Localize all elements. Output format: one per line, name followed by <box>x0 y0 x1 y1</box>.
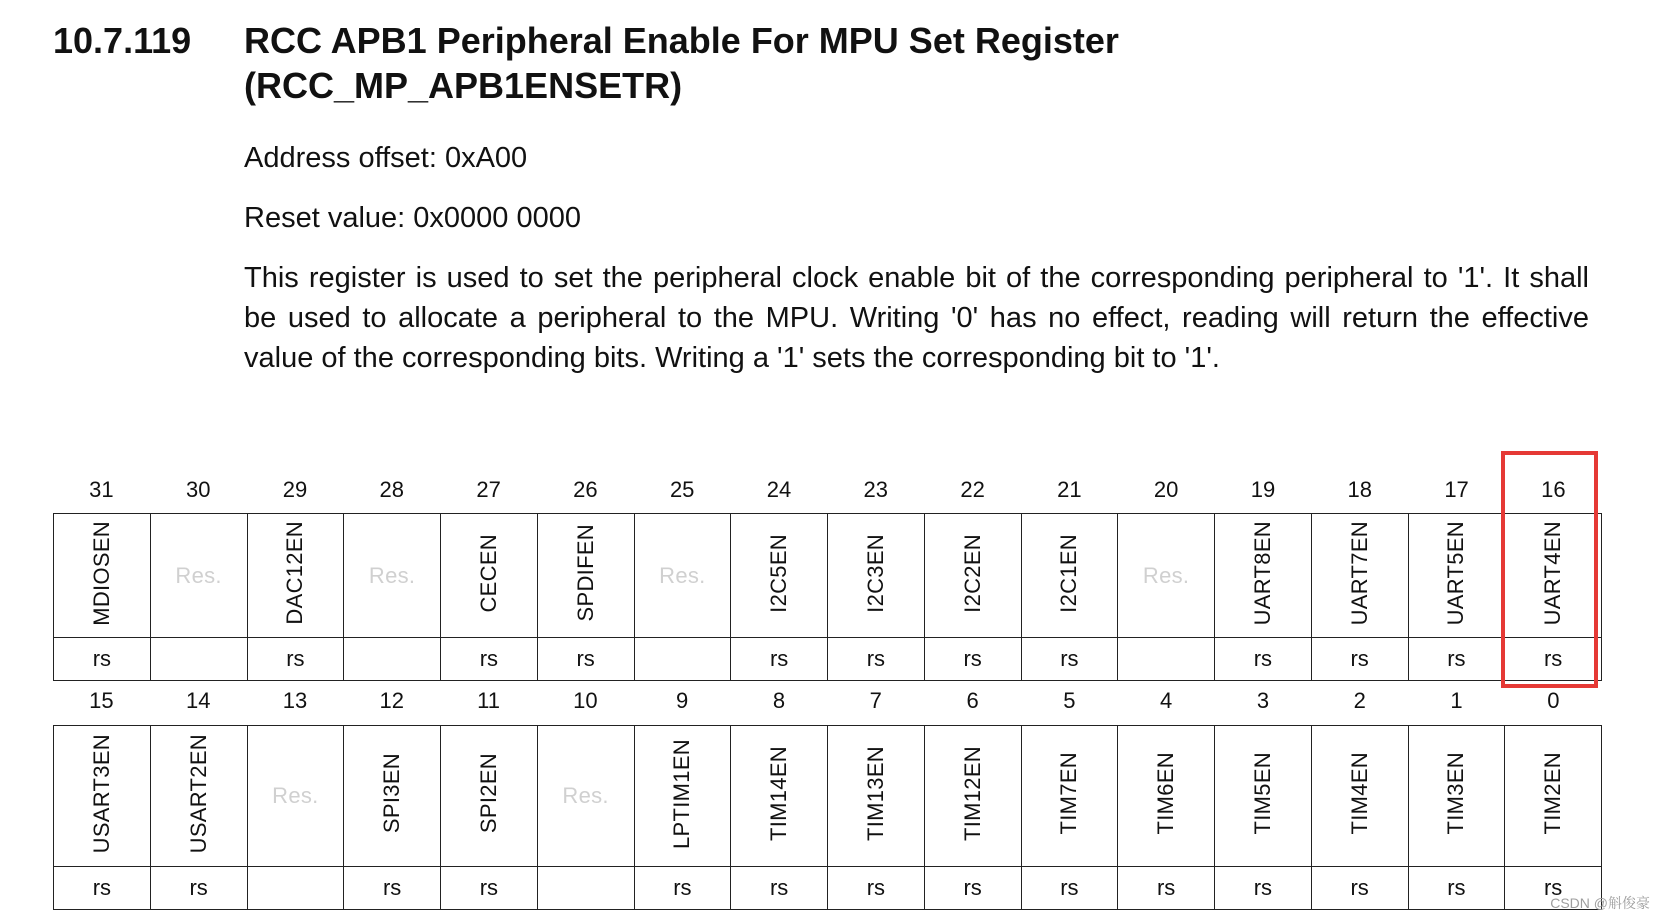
field-name: TIM7EN <box>1056 752 1082 835</box>
access-type <box>150 638 247 681</box>
field-name-row <box>54 514 1602 638</box>
access-type: rs <box>344 867 441 910</box>
field-cell <box>1311 514 1408 638</box>
bit-number: 16 <box>1541 477 1566 502</box>
bit-number: 17 <box>1444 477 1469 502</box>
access-type <box>1118 638 1215 681</box>
bit-number: 24 <box>766 477 792 502</box>
bit-number: 10 <box>573 688 598 713</box>
access-type: rs <box>441 867 538 910</box>
field-name: UART4EN <box>1540 520 1566 626</box>
access-row <box>54 867 1602 910</box>
field-cell <box>1311 726 1408 867</box>
field-name: I2C5EN <box>766 533 792 613</box>
access-type: rs <box>1505 638 1602 681</box>
highlight-box-bit16 <box>1501 451 1598 688</box>
field-cell <box>344 514 441 638</box>
field-name: USART3EN <box>88 733 114 854</box>
access-type: rs <box>441 638 538 681</box>
field-cell <box>1021 726 1118 867</box>
field-cell <box>1021 514 1118 638</box>
reset-value: Reset value: 0x0000 0000 <box>244 202 581 234</box>
bit-number: 7 <box>869 688 882 713</box>
section-number: 10.7.119 <box>53 20 192 61</box>
reserved-field-label: Res. <box>272 783 319 808</box>
bit-number: 21 <box>1057 477 1082 502</box>
field-name: TIM6EN <box>1153 752 1179 835</box>
field-name: CECEN <box>475 533 501 613</box>
section-title: RCC APB1 Peripheral Enable For MPU Set Register (RCC_MP_APB1ENSETR) <box>244 20 1119 106</box>
access-type <box>537 867 634 910</box>
field-cell <box>537 726 634 867</box>
bit-number: 8 <box>772 688 786 713</box>
field-cell <box>731 514 828 638</box>
bit-number: 15 <box>89 688 114 713</box>
bit-number: 22 <box>960 477 985 502</box>
reserved-field-label: Res. <box>659 562 706 588</box>
field-cell <box>441 726 538 867</box>
bit-number: 9 <box>676 688 689 713</box>
field-cell <box>1505 726 1602 867</box>
access-type: rs <box>924 867 1021 910</box>
access-type: rs <box>537 638 634 681</box>
bit-number: 5 <box>1063 688 1076 713</box>
field-cell <box>54 514 151 638</box>
bit-number: 3 <box>1256 688 1270 713</box>
access-type: rs <box>1311 867 1408 910</box>
field-name: LPTIM1EN <box>669 738 695 849</box>
field-cell <box>1408 726 1505 867</box>
access-type <box>247 867 344 910</box>
access-type: rs <box>634 867 731 910</box>
field-cell <box>828 726 925 867</box>
register-table-upper <box>53 513 1602 681</box>
field-name: UART5EN <box>1443 520 1469 626</box>
field-cell <box>150 726 247 867</box>
field-cell <box>54 726 151 867</box>
access-type: rs <box>731 867 828 910</box>
field-name: UART8EN <box>1249 520 1275 626</box>
field-cell <box>247 726 344 867</box>
access-type: rs <box>1408 867 1505 910</box>
access-type: rs <box>1215 638 1312 681</box>
reserved-field-label: Res. <box>368 562 416 588</box>
field-name-row <box>54 726 1602 867</box>
address-offset: Address offset: 0xA00 <box>244 142 528 174</box>
access-type: rs <box>1311 638 1408 681</box>
access-row <box>54 638 1602 681</box>
field-cell <box>1118 726 1215 867</box>
access-type: rs <box>1021 638 1118 681</box>
bit-number: 13 <box>282 688 308 713</box>
access-type: rs <box>731 638 828 681</box>
reserved-field-label: Res. <box>562 783 609 808</box>
field-name: I2C2EN <box>959 533 985 613</box>
field-cell <box>828 514 925 638</box>
access-type: rs <box>1505 867 1602 910</box>
field-name: TIM4EN <box>1346 752 1372 835</box>
access-type: rs <box>54 638 151 681</box>
field-name: TIM2EN <box>1540 752 1566 835</box>
bit-number: 1 <box>1450 688 1463 713</box>
field-cell <box>1408 514 1505 638</box>
bit-number: 29 <box>282 477 308 502</box>
field-name: TIM12EN <box>959 745 985 841</box>
access-type: rs <box>924 638 1021 681</box>
field-cell <box>537 514 634 638</box>
field-cell <box>634 514 731 638</box>
field-name: SPI2EN <box>475 753 501 834</box>
field-cell <box>924 726 1021 867</box>
access-type: rs <box>247 638 344 681</box>
access-type: rs <box>828 867 925 910</box>
field-name: SPDIFEN <box>572 524 598 622</box>
bit-number: 11 <box>477 688 500 713</box>
field-name: TIM5EN <box>1249 752 1275 835</box>
bit-number: 14 <box>185 688 211 713</box>
watermark: CSDN @斛俊豪 <box>1550 895 1650 911</box>
access-type: rs <box>1408 638 1505 681</box>
field-name: DAC12EN <box>282 521 308 625</box>
register-table-lower <box>53 725 1602 910</box>
access-type: rs <box>1215 867 1312 910</box>
bit-number: 28 <box>379 477 405 502</box>
bit-number: 30 <box>185 477 211 502</box>
bit-number: 31 <box>89 477 114 502</box>
access-type: rs <box>828 638 925 681</box>
upper-bit-numbers <box>53 477 1602 503</box>
access-type: rs <box>54 867 151 910</box>
field-cell <box>1215 514 1312 638</box>
field-name: TIM13EN <box>862 745 888 841</box>
bit-number: 25 <box>669 477 695 502</box>
field-name: SPI3EN <box>379 753 405 834</box>
field-name: TIM14EN <box>766 745 792 841</box>
field-name: I2C1EN <box>1056 533 1082 613</box>
bit-number: 4 <box>1160 688 1173 713</box>
field-cell <box>924 514 1021 638</box>
field-cell <box>150 514 247 638</box>
field-name: TIM3EN <box>1443 752 1469 835</box>
bit-number: 19 <box>1250 477 1276 502</box>
field-cell <box>344 726 441 867</box>
access-type: rs <box>150 867 247 910</box>
access-type: rs <box>1118 867 1215 910</box>
field-cell <box>731 726 828 867</box>
bit-number: 20 <box>1153 477 1179 502</box>
field-cell <box>441 514 538 638</box>
bit-number: 0 <box>1547 688 1560 713</box>
reserved-field-label: Res. <box>175 562 222 588</box>
bit-number: 23 <box>863 477 889 502</box>
bit-number: 27 <box>476 477 501 502</box>
access-type <box>344 638 441 681</box>
field-cell <box>634 726 731 867</box>
field-name: I2C3EN <box>862 533 888 613</box>
bit-number: 18 <box>1347 477 1372 502</box>
bit-number: 12 <box>379 688 405 713</box>
field-name: USART2EN <box>185 733 211 854</box>
field-name: UART7EN <box>1346 520 1372 626</box>
field-cell <box>1118 514 1215 638</box>
bit-number: 6 <box>966 688 979 713</box>
field-cell <box>1215 726 1312 867</box>
bit-number: 2 <box>1353 688 1366 713</box>
lower-bit-numbers <box>53 688 1602 714</box>
bit-number: 26 <box>573 477 598 502</box>
access-type <box>634 638 731 681</box>
access-type: rs <box>1021 867 1118 910</box>
field-name: MDIOSEN <box>88 520 114 626</box>
field-cell <box>247 514 344 638</box>
reserved-field-label: Res. <box>1142 562 1190 588</box>
register-description: This register is used to set the peripheral clock enable bit of the corresponding peripheral to '1'. It shall be used to allocate a peripheral to the MPU. Writing '0' has no effect, reading will return the effective value of the corresponding bits. Writing a '1' sets the corresponding bit to '1'. <box>244 262 1589 374</box>
